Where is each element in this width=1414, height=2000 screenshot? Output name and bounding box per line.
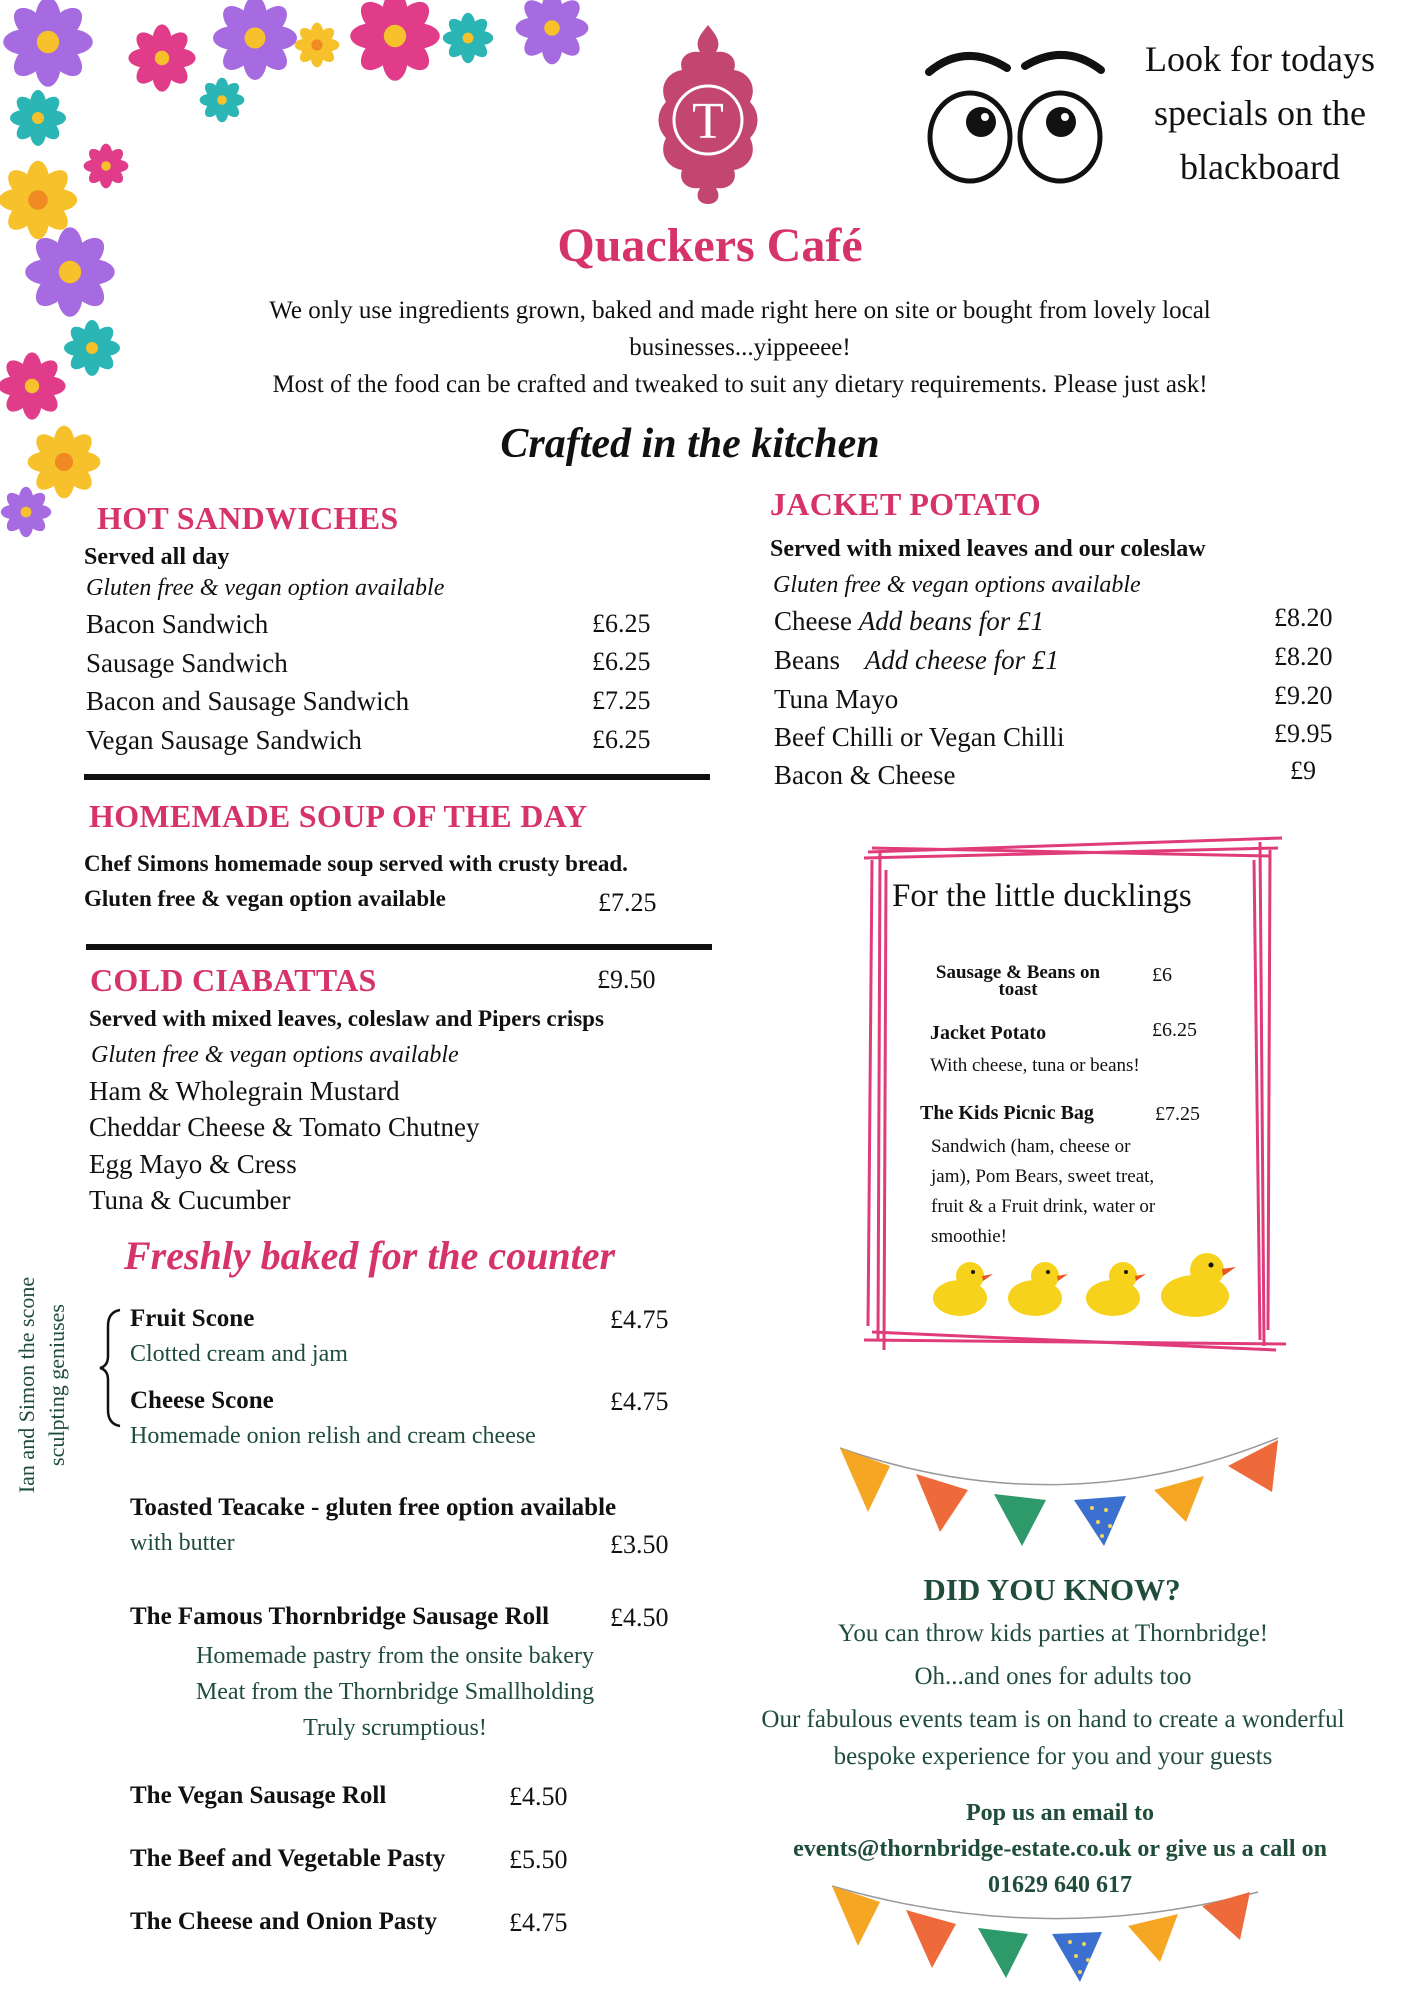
menu-price: £9.20 — [1274, 681, 1333, 710]
menu-item: Tuna & Cucumber — [89, 1185, 291, 1215]
menu-item: The Cheese and Onion Pasty — [130, 1908, 437, 1935]
kids-item-price: £7.25 — [1155, 1103, 1200, 1125]
menu-item: Sausage Sandwich — [86, 648, 288, 678]
menu-item: Fruit Scone — [130, 1305, 255, 1332]
menu-item: Cheese Scone — [130, 1387, 274, 1414]
menu-item-extra: Add beans for £1 — [858, 606, 1044, 636]
divider — [84, 774, 710, 780]
kids-item-line: Sausage & Beans on — [935, 962, 1101, 983]
specials-note-line: Look for todays — [1145, 39, 1375, 79]
bunting-bottom — [830, 1878, 1260, 1998]
menu-item: Vegan Sausage Sandwich — [86, 725, 362, 755]
menu-item: The Vegan Sausage Roll — [130, 1782, 387, 1809]
side-note-line: Ian and Simon the scone — [14, 1276, 39, 1494]
menu-item — [774, 606, 1044, 637]
kids-desc-line: Sandwich (ham, cheese or — [931, 1136, 1131, 1157]
desc-line: Homemade pastry from the onsite bakery — [196, 1643, 594, 1669]
logo-letter: T — [692, 93, 724, 150]
did-you-know-title: DID YOU KNOW? — [923, 1572, 1181, 1607]
jacket-title: JACKET POTATO — [770, 486, 1041, 522]
crafted-heading: Crafted in the kitchen — [500, 421, 880, 467]
menu-price: £3.50 — [610, 1530, 669, 1559]
soup-note: Gluten free & vegan option available — [84, 886, 446, 911]
intro-text — [120, 292, 1360, 403]
rubber-ducks-icon — [925, 1250, 1245, 1320]
menu-item-desc: Homemade onion relish and cream cheese — [130, 1423, 536, 1449]
bunting-top — [838, 1436, 1288, 1566]
kids-item-price: £6 — [1152, 964, 1172, 986]
soup-title: HOMEMADE SOUP OF THE DAY — [89, 798, 588, 834]
menu-item: Cheddar Cheese & Tomato Chutney — [89, 1112, 480, 1142]
menu-price: £6.25 — [592, 647, 651, 676]
menu-item: Beef Chilli or Vegan Chilli — [774, 722, 1065, 752]
eyes-icon — [925, 42, 1105, 187]
kids-item-price: £6.25 — [1152, 1019, 1197, 1041]
menu-item: Bacon & Cheese — [774, 760, 956, 790]
menu-item: The Beef and Vegetable Pasty — [130, 1845, 446, 1872]
divider — [86, 944, 712, 950]
ciabattas-note: Gluten free & vegan options available — [91, 1042, 459, 1068]
baked-heading: Freshly baked for the counter — [124, 1233, 616, 1278]
menu-item-name: Cheese — [774, 606, 852, 636]
kids-desc-line: jam), Pom Bears, sweet treat, — [931, 1166, 1155, 1187]
menu-item: Ham & Wholegrain Mustard — [89, 1076, 400, 1106]
kids-item-desc: With cheese, tuna or beans! — [930, 1055, 1140, 1076]
menu-item-name: Beans — [774, 645, 840, 675]
menu-price: £9 — [1290, 756, 1316, 785]
ciabattas-title: COLD CIABATTAS — [90, 962, 377, 998]
specials-note-line: blackboard — [1180, 147, 1340, 187]
menu-item-desc: with butter — [130, 1530, 235, 1556]
intro-line: Most of the food can be crafted and tweaked to suit any dietary requirements. Please just ask! — [272, 371, 1208, 398]
menu-price: £7.25 — [592, 686, 651, 715]
menu-item: Bacon Sandwich — [86, 609, 269, 639]
thornbridge-logo — [648, 20, 768, 205]
specials-note — [1115, 32, 1405, 194]
menu-item-desc: Clotted cream and jam — [130, 1341, 348, 1367]
specials-note-line: specials on the — [1154, 93, 1366, 133]
kids-item-line: toast — [998, 979, 1038, 1000]
hot-sandwiches-note: Gluten free & vegan option available — [86, 575, 445, 601]
desc-line: Meat from the Thornbridge Smallholding — [195, 1679, 595, 1705]
menu-item-extra: Add cheese for £1 — [864, 645, 1059, 675]
kids-title: For the little ducklings — [892, 878, 1192, 914]
menu-item: The Famous Thornbridge Sausage Roll — [130, 1603, 550, 1630]
jacket-note: Gluten free & vegan options available — [773, 572, 1141, 598]
menu-price: £4.50 — [509, 1782, 568, 1811]
jacket-subtitle: Served with mixed leaves and our coleslaw — [770, 536, 1206, 562]
dyk-line: bespoke experience for you and your guests — [833, 1743, 1273, 1770]
menu-price: £4.75 — [610, 1305, 669, 1334]
hot-sandwiches-subtitle: Served all day — [84, 544, 230, 570]
did-you-know-text — [690, 1620, 1414, 1771]
dyk-line: Oh...and ones for adults too — [914, 1663, 1192, 1690]
soup-price: £7.25 — [598, 888, 657, 917]
kids-desc-line: fruit & a Fruit drink, water or — [931, 1196, 1156, 1217]
contact-line: Pop us an email to — [965, 1800, 1154, 1826]
kids-item-name: The Kids Picnic Bag — [920, 1102, 1094, 1124]
hot-sandwiches-title: HOT SANDWICHES — [97, 500, 399, 536]
menu-price: £4.75 — [610, 1387, 669, 1416]
menu-price: £6.25 — [592, 609, 651, 638]
contact-email[interactable]: events@thornbridge-estate.co.uk or give us a call on — [793, 1836, 1327, 1862]
menu-item: Egg Mayo & Cress — [89, 1149, 297, 1179]
kids-desc-line: smoothie! — [931, 1226, 1007, 1247]
menu-price: £8.20 — [1274, 603, 1333, 632]
menu-item — [774, 645, 1059, 676]
dyk-line: You can throw kids parties at Thornbridge! — [837, 1620, 1269, 1647]
intro-line: businesses...yippeeee! — [629, 334, 851, 361]
dyk-line: Our fabulous events team is on hand to create a wonderful — [761, 1706, 1345, 1733]
ciabattas-price: £9.50 — [597, 965, 656, 994]
brace-icon — [96, 1308, 126, 1428]
menu-price: £4.50 — [610, 1603, 669, 1632]
kids-item-desc — [931, 1132, 1155, 1252]
kids-item-name: Jacket Potato — [930, 1022, 1047, 1044]
soup-description: Chef Simons homemade soup served with crusty bread. — [84, 851, 628, 876]
desc-line: Truly scrumptious! — [303, 1715, 487, 1741]
side-note-line: sculpting geniuses — [44, 1304, 69, 1466]
scone-side-note — [12, 1260, 82, 1510]
menu-price: £5.50 — [509, 1845, 568, 1874]
menu-price: £8.20 — [1274, 642, 1333, 671]
ciabattas-subtitle: Served with mixed leaves, coleslaw and Pipers crisps — [89, 1006, 604, 1031]
menu-item: Tuna Mayo — [774, 684, 899, 714]
intro-line: We only use ingredients grown, baked and made right here on site or bought from lovely local — [269, 297, 1211, 324]
page-title: Quackers Café — [557, 219, 863, 272]
menu-price: £6.25 — [592, 725, 651, 754]
menu-item: Bacon and Sausage Sandwich — [86, 686, 410, 716]
menu-price: £4.75 — [509, 1908, 568, 1937]
sausage-roll-desc — [130, 1638, 660, 1746]
menu-price: £9.95 — [1274, 719, 1333, 748]
menu-item: Toasted Teacake - gluten free option available — [130, 1494, 617, 1521]
contact-phone[interactable]: 01629 640 617 — [988, 1872, 1132, 1898]
kids-item-name — [918, 964, 1118, 998]
